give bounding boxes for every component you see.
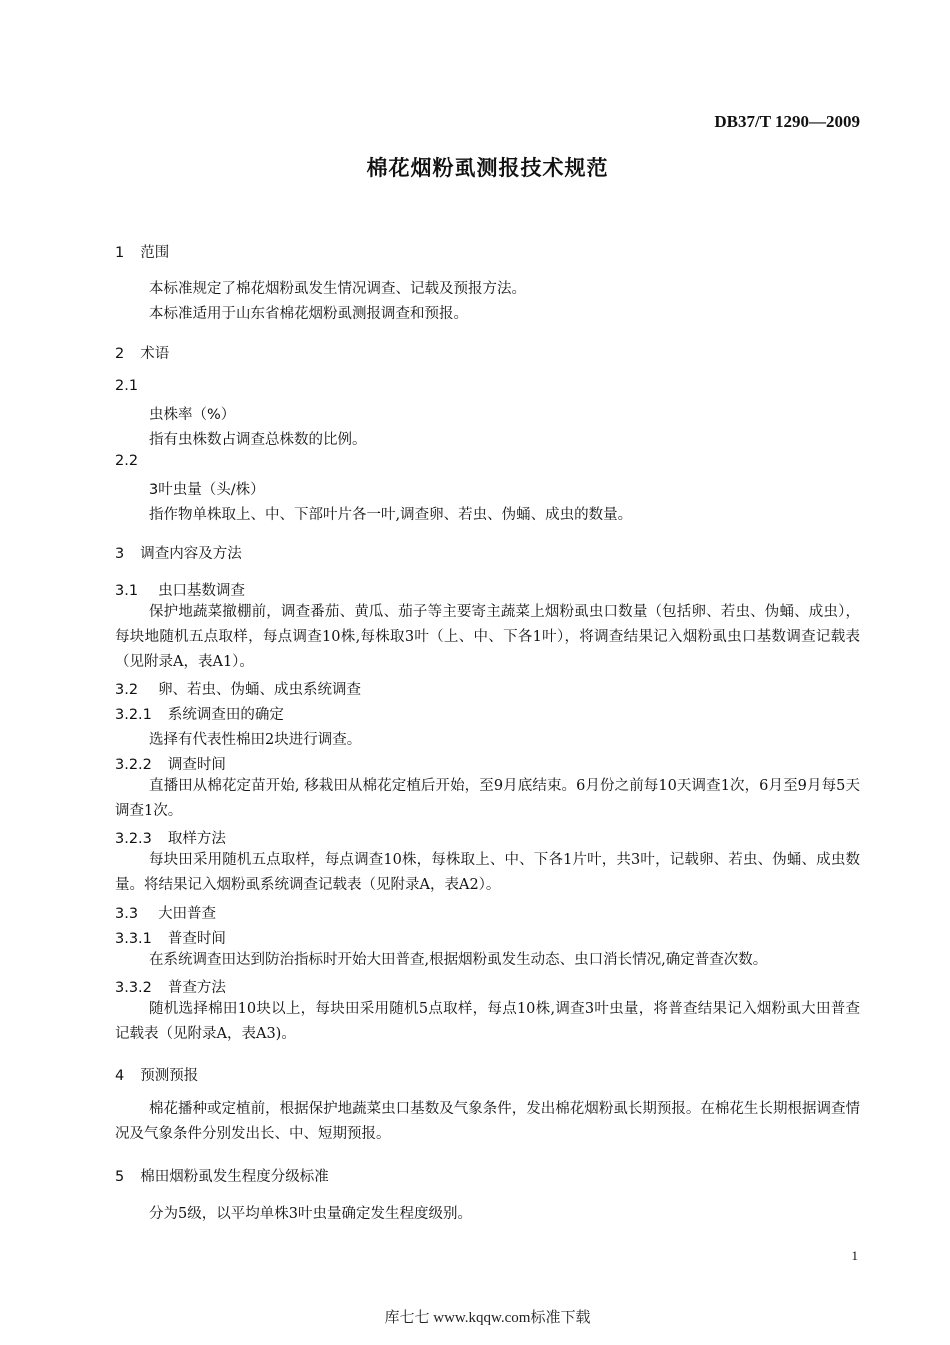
section-4-heading: [115, 1064, 198, 1085]
section-number: 3.3.1: [115, 931, 152, 947]
term-definition: 指有虫株数占调查总株数的比例。: [149, 432, 367, 448]
section-title: 卵、若虫、伪蛹、成虫系统调查: [158, 682, 362, 698]
paragraph: 随机选择棉田10块以上，每块田采用随机5点取样，每点10株,调查3叶虫量，将普查结果记入烟粉虱大田普查记载表（见附录A，表A3)。: [115, 1001, 860, 1042]
section-title: 预测预报: [140, 1068, 199, 1084]
section-1-heading: [115, 241, 169, 262]
section-title: 普查方法: [167, 980, 226, 996]
page-number: 1: [851, 1248, 858, 1263]
footer-watermark: 库七七 www.kqqw.com标准下载: [384, 1310, 591, 1326]
section-title: 调查时间: [167, 757, 226, 773]
section-number: 1: [115, 245, 125, 261]
section-title: 范围: [140, 245, 170, 261]
section-number: 3.2.2: [115, 757, 152, 773]
section-title: 取样方法: [167, 831, 226, 847]
section-number: 3.3.2: [115, 980, 152, 996]
section-number: 2: [115, 346, 125, 362]
section-title: 术语: [140, 346, 170, 362]
term-definition: 指作物单株取上、中、下部叶片各一叶,调查卵、若虫、伪蛹、成虫的数量。: [149, 507, 633, 523]
section-title: 大田普查: [158, 906, 217, 922]
paragraph: 每块田采用随机五点取样，每点调查10株，每株取上、中、下各1片叶，共3叶，记载卵、若虫、伪蛹、成虫数量。将结果记入烟粉虱系统调查记载表（见附录A，表A2）。: [115, 852, 860, 893]
paragraph: 本标准适用于山东省棉花烟粉虱测报调查和预报。: [149, 306, 468, 322]
section-title: 普查时间: [167, 931, 226, 947]
subsection-3-3-2-heading: [115, 976, 226, 997]
paragraph: 分为5级，以平均单株3叶虫量确定发生程度级别。: [149, 1206, 472, 1222]
subsection-3-2-2-heading: [115, 753, 226, 774]
subsection-3-2-1-heading: [115, 703, 284, 724]
term-name: 3叶虫量（头/株）: [149, 482, 265, 498]
section-title: 虫口基数调查: [158, 583, 246, 599]
paragraph: 保护地蔬菜撤棚前，调查番茄、黄瓜、茄子等主要寄主蔬菜上烟粉虱虫口数量（包括卵、若虫、伪蛹、成虫），每块地随机五点取样，每点调查10株,每株取3叶（上、中、下各1叶），将调查结果记入烟粉虱虫口基数调查记载表（见附录A，表A1）。: [115, 604, 860, 670]
section-title: 系统调查田的确定: [167, 707, 284, 723]
term-number: 2.1: [115, 378, 139, 394]
term-name: 虫株率（%）: [149, 407, 236, 423]
paragraph: 在系统调查田达到防治指标时开始大田普查,根据烟粉虱发生动态、虫口消长情况,确定普查次数。: [149, 952, 768, 968]
section-number: 3: [115, 546, 125, 562]
subsection-3-2-3-heading: [115, 827, 226, 848]
document-title: 棉花烟粉虱测报技术规范: [366, 156, 609, 180]
subsection-3-1-heading: [115, 579, 245, 600]
document-id: DB37/T 1290—2009: [714, 112, 860, 131]
section-3-heading: [115, 542, 242, 563]
paragraph: 直播田从棉花定苗开始, 移栽田从棉花定植后开始，至9月底结束。6月份之前每10天调查1次，6月至9月每5天调查1次。: [115, 778, 860, 819]
section-number: 4: [115, 1068, 125, 1084]
paragraph: 选择有代表性棉田2块进行调查。: [149, 732, 362, 748]
paragraph: 本标准规定了棉花烟粉虱发生情况调查、记载及预报方法。: [149, 281, 526, 297]
paragraph: 棉花播种或定植前，根据保护地蔬菜虫口基数及气象条件，发出棉花烟粉虱长期预报。在棉花生长期根据调查情况及气象条件分别发出长、中、短期预报。: [115, 1101, 860, 1142]
subsection-3-3-heading: [115, 902, 216, 923]
section-number: 3.2: [115, 682, 139, 698]
section-number: 3.1: [115, 583, 139, 599]
section-number: 3.2.1: [115, 707, 152, 723]
term-number: 2.2: [115, 453, 139, 469]
section-number: 3.3: [115, 906, 139, 922]
subsection-3-2-heading: [115, 678, 361, 699]
subsection-3-3-1-heading: [115, 927, 226, 948]
section-title: 棉田烟粉虱发生程度分级标准: [140, 1169, 329, 1185]
section-number: 3.2.3: [115, 831, 152, 847]
section-title: 调查内容及方法: [140, 546, 242, 562]
section-number: 5: [115, 1169, 125, 1185]
section-2-heading: [115, 342, 169, 363]
section-5-heading: [115, 1165, 329, 1186]
